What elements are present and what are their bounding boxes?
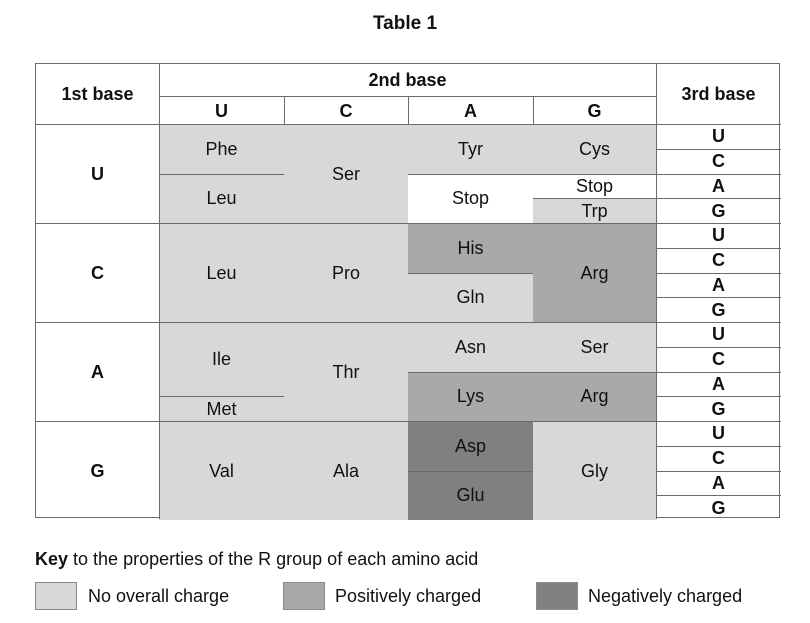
third-base-label: C — [712, 151, 725, 172]
header-third-base: 3rd base — [681, 84, 756, 104]
header-first-base: 1st base — [61, 84, 134, 104]
codon-cell: Met — [159, 396, 284, 421]
grid-line — [656, 446, 781, 447]
third-base-label: C — [712, 250, 725, 271]
grid-line — [533, 198, 656, 199]
codon-cell: Phe — [159, 124, 284, 174]
key-text: to the properties of the R group of each amino acid — [68, 549, 479, 569]
third-base-label: C — [712, 349, 725, 370]
grid-line — [656, 64, 657, 519]
third-base-label: U — [712, 225, 725, 246]
grid-line — [533, 372, 656, 373]
third-base-label: G — [711, 398, 726, 419]
grid-line — [656, 297, 781, 298]
codon-cell: Asp — [408, 421, 533, 471]
grid-line — [656, 347, 781, 348]
grid-line — [408, 471, 533, 472]
codon-cell: Thr — [284, 322, 408, 421]
codon-cell: Ser — [284, 124, 408, 223]
third-base-label: A — [712, 472, 725, 493]
header-second-base-c: C — [339, 100, 353, 121]
grid-line — [159, 174, 284, 175]
third-base-label: G — [711, 299, 726, 320]
key-bold: Key — [35, 549, 69, 569]
third-base-label: U — [712, 126, 725, 147]
codon-cell: Leu — [159, 174, 284, 224]
codon-cell: Lys — [408, 372, 533, 422]
codon-cell: Leu — [159, 223, 284, 322]
swatch-no-charge — [35, 582, 77, 610]
third-base-label: G — [711, 200, 726, 221]
grid-line — [408, 174, 533, 175]
codon-cell: Arg — [533, 372, 656, 422]
grid-line — [284, 96, 285, 124]
codon-cell: Stop — [408, 174, 533, 224]
grid-line — [656, 372, 781, 373]
grid-line — [656, 495, 781, 496]
grid-line — [408, 273, 533, 274]
grid-line — [656, 273, 781, 274]
key-no-charge-label: No overall charge — [88, 586, 230, 606]
key-caption — [35, 549, 478, 570]
grid-line — [408, 96, 409, 124]
first-base-label: C — [91, 262, 104, 283]
grid-line — [656, 248, 781, 249]
codon-cell: Cys — [533, 124, 656, 174]
grid-line — [36, 322, 781, 323]
third-base-label: C — [712, 448, 725, 469]
grid-line — [533, 96, 534, 124]
codon-cell: Ile — [159, 322, 284, 396]
third-base-label: A — [712, 373, 725, 394]
swatch-negative — [536, 582, 578, 610]
table-title: Table 1 — [372, 13, 438, 34]
grid-line — [656, 471, 781, 472]
grid-line — [408, 372, 533, 373]
grid-line — [656, 149, 781, 150]
third-base-label: A — [712, 274, 725, 295]
codon-cell: Pro — [284, 223, 408, 322]
grid-line — [656, 174, 781, 175]
key-positive-label: Positively charged — [335, 586, 482, 606]
codon-cell: His — [408, 223, 533, 273]
codon-cell: Ser — [533, 322, 656, 372]
header-second-base-a: A — [464, 100, 477, 121]
first-base-label: G — [90, 460, 105, 481]
codon-cell: Glu — [408, 471, 533, 521]
grid-line — [36, 124, 781, 125]
codon-cell: Val — [159, 421, 284, 520]
grid-line — [159, 396, 284, 397]
codon-cell: Ala — [284, 421, 408, 520]
first-base-label: U — [91, 163, 104, 184]
third-base-label: U — [712, 423, 725, 444]
header-second-base-u: U — [215, 100, 228, 121]
codon-cell: Trp — [533, 198, 656, 223]
header-second-base-g: G — [587, 100, 602, 121]
codon-table — [35, 63, 780, 518]
third-base-label: U — [712, 324, 725, 345]
codon-cell: Gln — [408, 273, 533, 323]
swatch-positive — [283, 582, 325, 610]
codon-cell: Asn — [408, 322, 533, 372]
grid-line — [656, 198, 781, 199]
codon-cell: Tyr — [408, 124, 533, 174]
grid-line — [656, 396, 781, 397]
grid-line — [36, 421, 781, 422]
first-base-label: A — [91, 361, 104, 382]
codon-cell: Arg — [533, 223, 656, 322]
third-base-label: A — [712, 175, 725, 196]
grid-line — [36, 223, 781, 224]
third-base-label: G — [711, 497, 726, 518]
key-negative-label: Negatively charged — [588, 586, 743, 606]
grid-line — [533, 174, 656, 175]
header-second-base: 2nd base — [368, 70, 447, 90]
codon-cell: Gly — [533, 421, 656, 520]
grid-line — [159, 64, 160, 519]
codon-cell: Stop — [533, 174, 656, 199]
